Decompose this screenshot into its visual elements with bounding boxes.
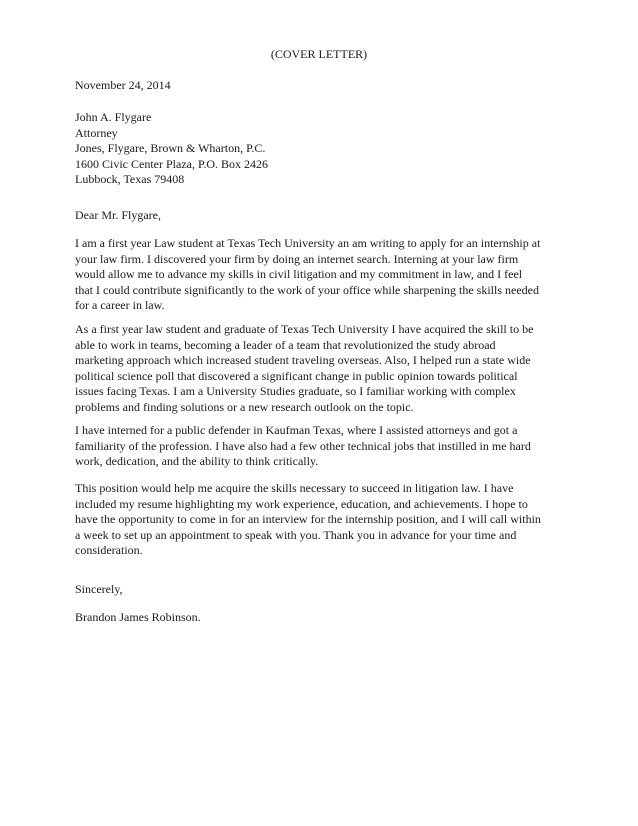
body-paragraph-4 (75, 481, 575, 559)
body-paragraph-1 (75, 236, 575, 314)
signature (75, 610, 575, 626)
body-paragraph-2 (75, 322, 575, 415)
paragraph-line: have the opportunity to come in for an interview for the internship position, and I will call within (75, 512, 541, 526)
paragraph-line: would allow me to advance my skills in civil litigation and my commitment in law, and I feel (75, 267, 523, 281)
paragraph-line: work, dedication, and the ability to think critically. (75, 454, 319, 468)
recipient-street: 1600 Civic Center Plaza, P.O. Box 2426 (75, 156, 268, 171)
paragraph-line: that I could contribute significantly to the work of your office while sharpening the skills needed (75, 282, 539, 297)
paragraph-line: familiarity of the profession. I have also had a few other technical jobs that instilled in me hard (75, 438, 531, 453)
paragraph-line: This position would help me acquire the skills necessary to succeed in litigation law. I have (75, 481, 514, 495)
paragraph-line: problems and finding solutions or a new research outlook on the topic. (75, 399, 414, 414)
paragraph-line: your law firm. I discovered your firm by doing an internet search. Interning at your law firm (75, 251, 519, 266)
paragraph-line: political science poll that discovered a significant change in public opinion towards political (75, 368, 518, 383)
recipient-address (75, 110, 575, 188)
paragraph-line: As a first year law student and graduate of Texas Tech University I have acquired the skill to be (75, 322, 534, 336)
paragraph-line: I have interned for a public defender in Kaufman Texas, where I assisted attorneys and got a (75, 423, 518, 437)
salutation (75, 208, 575, 224)
paragraph-line: included my resume highlighting my work experience, education, and achievements. I hope to (75, 496, 528, 511)
paragraph-line: a week to set up an appointment to speak with you. Thank you in advance for your time and (75, 527, 517, 542)
date-text: November 24, 2014 (75, 78, 171, 92)
paragraph-line: I am a first year Law student at Texas Tech University an am writing to apply for an internship at (75, 236, 541, 250)
paragraph-line: able to work in teams, becoming a leader of a team that revolutionized the study abroad (75, 337, 496, 352)
paragraph-line: issues facing Texas. I am a University Studies graduate, so I familiar working with complex (75, 384, 516, 398)
recipient-title: Attorney (75, 125, 118, 140)
signature-name: Brandon James Robinson. (75, 610, 201, 624)
recipient-name: John A. Flygare (75, 110, 152, 124)
body-paragraph-3 (75, 423, 575, 470)
letter-heading: (COVER LETTER) (270, 47, 368, 61)
paragraph-line: for a career in law. (75, 298, 165, 312)
closing-text: Sincerely, (75, 582, 123, 596)
closing (75, 582, 575, 598)
letter-date (75, 78, 575, 94)
salutation-text: Dear Mr. Flygare, (75, 208, 161, 222)
recipient-city: Lubbock, Texas 79408 (75, 172, 185, 186)
recipient-firm: Jones, Flygare, Brown & Wharton, P.C. (75, 141, 266, 155)
paragraph-line: marketing approach which increased student traveling overseas. Also, I helped run a state wide (75, 353, 531, 367)
paragraph-line: consideration. (75, 543, 143, 557)
